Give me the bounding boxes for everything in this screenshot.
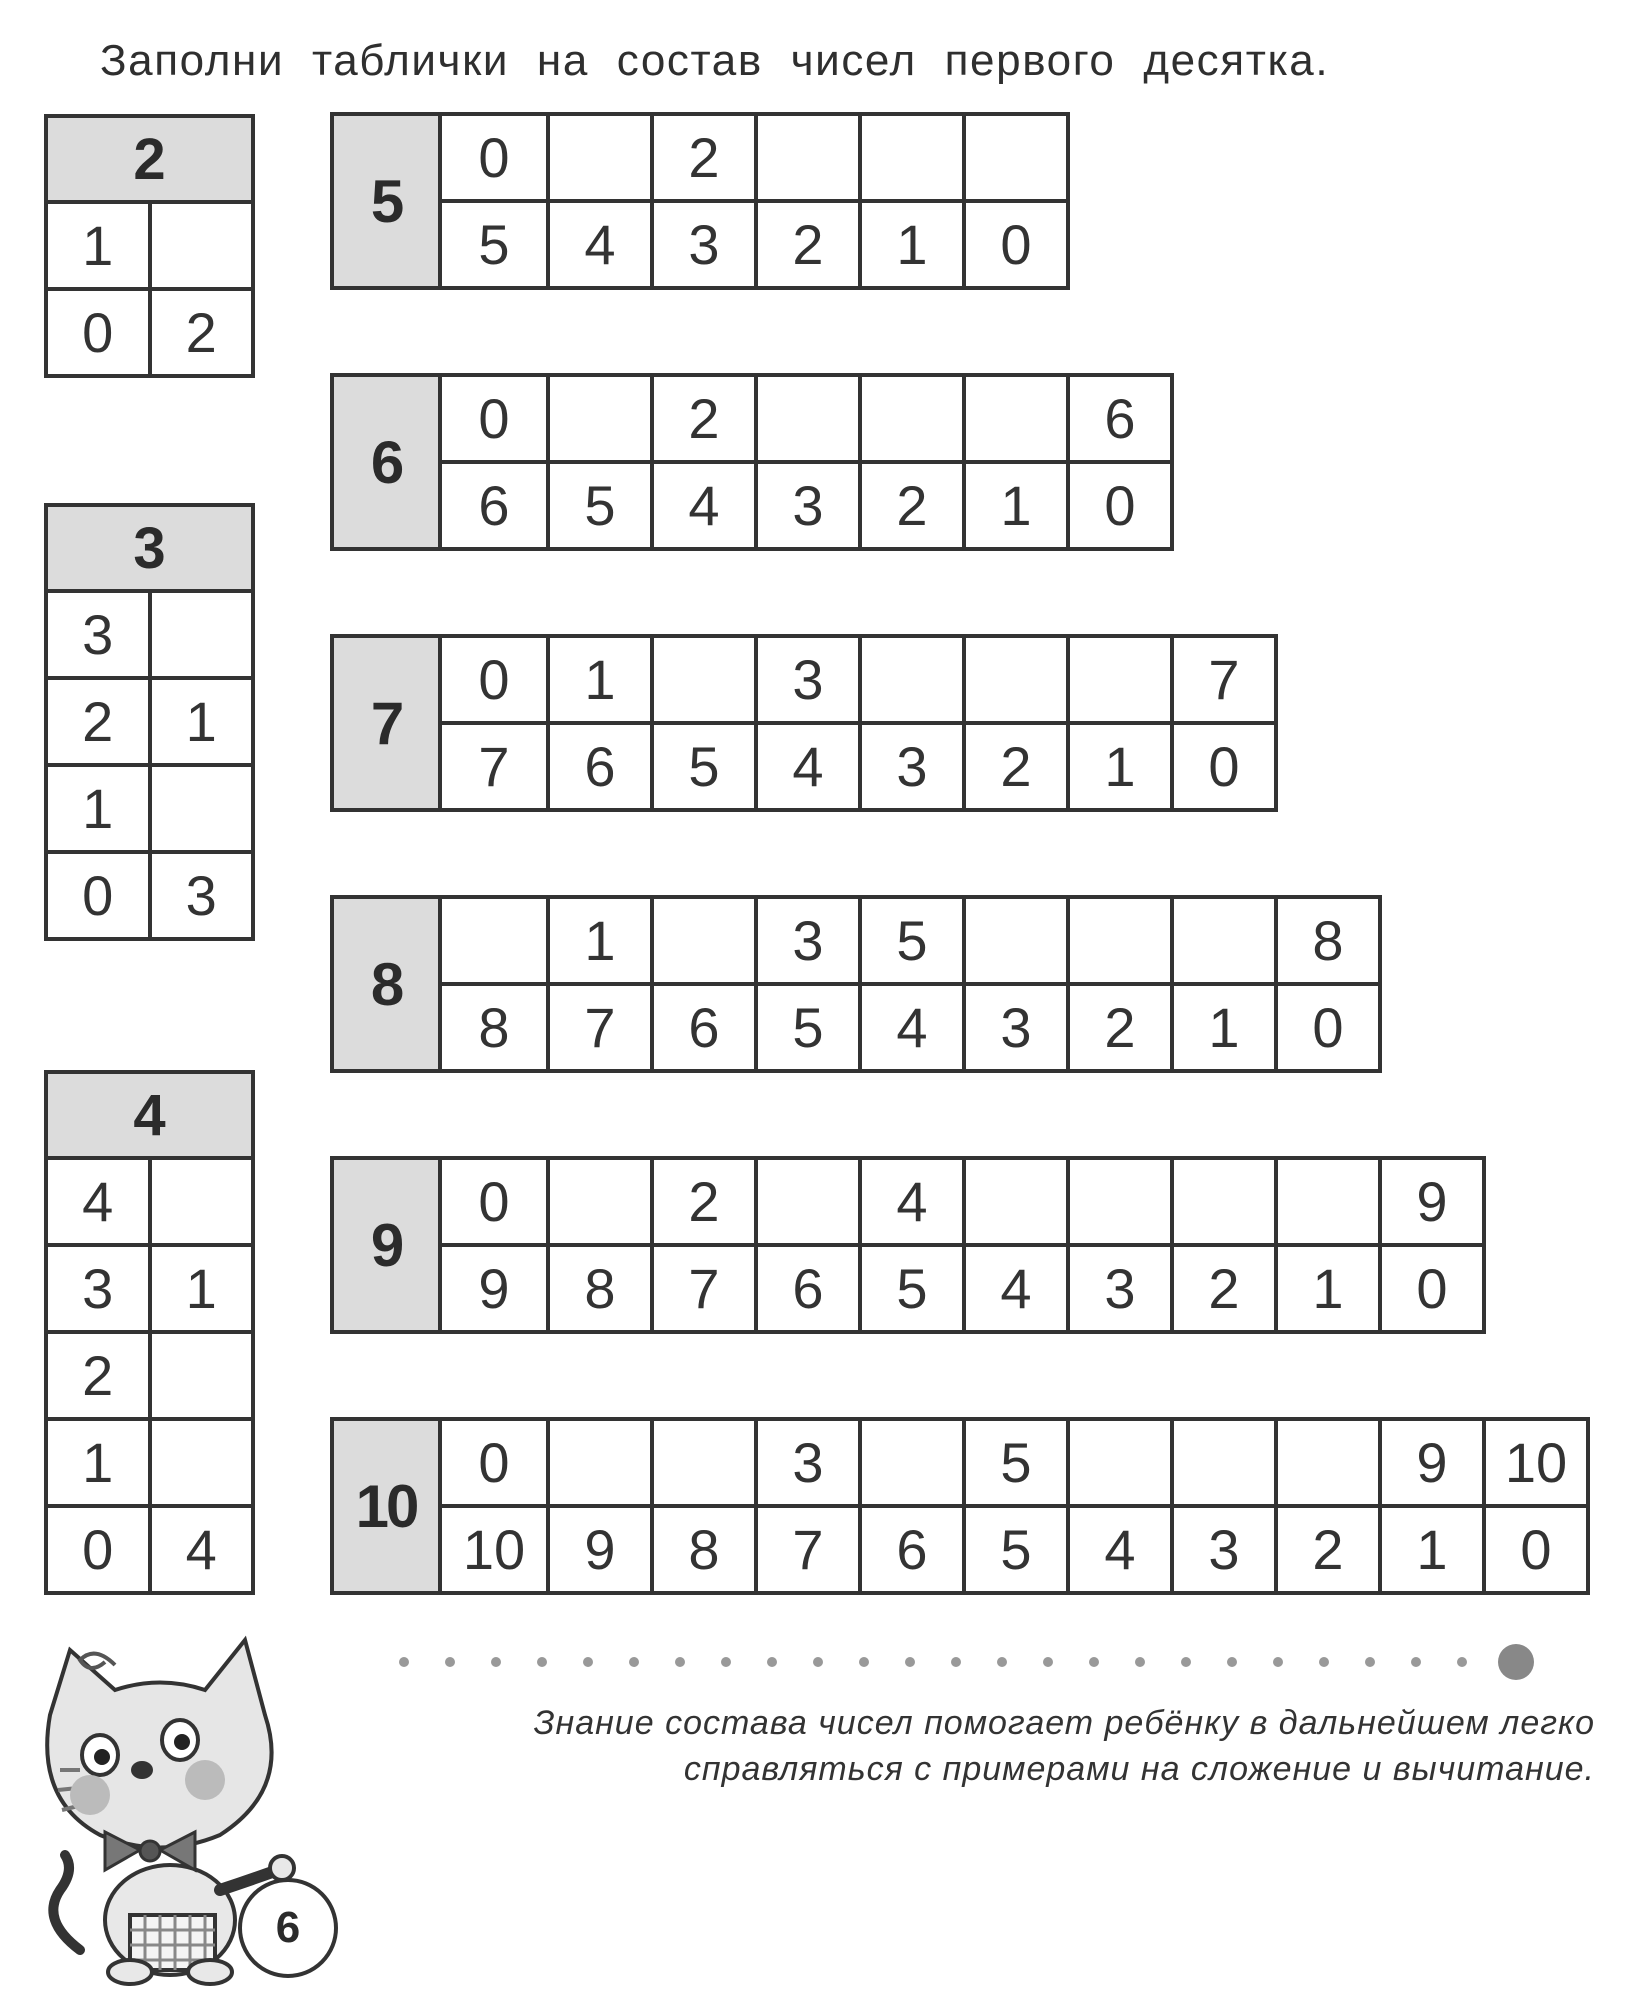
number-cell: 7 [650,1247,754,1330]
number-cell: 5 [754,986,858,1069]
number-cell: 0 [478,126,510,189]
table-row [48,763,251,850]
number-cell: 3 [1066,1247,1170,1330]
number-cell: 5 [858,899,962,982]
blank-answer-cell[interactable] [442,899,546,982]
blank-answer-cell[interactable] [546,377,650,460]
table-row [48,1160,251,1243]
table-row [48,204,251,287]
table-row-bottom [442,1504,1586,1591]
number-cell: 2 [1170,1247,1274,1330]
number-cell: 0 [478,1170,510,1233]
parent-note: Знание состава чисел помогает ребёнку в дальнейшем легко справляться с примерами на сложение и вычитание. [533,1704,1595,1788]
number-cell: 0 [1274,986,1378,1069]
blank-answer-cell[interactable] [1170,1160,1274,1243]
number-cell: 5 [858,1247,962,1330]
page-title: Заполни таблички на состав чисел первого десятка. [100,36,1330,85]
number-cell: 3 [858,725,962,808]
number-cell: 7 [546,986,650,1069]
number-cell: 8 [1274,899,1378,982]
blank-answer-cell[interactable] [650,1421,754,1504]
blank-answer-cell[interactable] [962,377,1066,460]
number-cell: 1 [962,464,1066,547]
page-number: 6 [238,1878,338,1978]
number-cell: 3 [82,603,114,666]
number-cell: 9 [546,1508,650,1591]
number-cell: 0 [478,1431,510,1494]
table-number-header: 4 [48,1074,251,1160]
number-cell: 1 [148,1247,252,1330]
number-cell: 1 [1170,986,1274,1069]
number-cell: 9 [478,1257,510,1320]
composition-table-vertical [44,503,255,941]
table-row-top [442,1160,1482,1243]
number-cell: 5 [478,213,510,276]
blank-answer-cell[interactable] [1170,899,1274,982]
number-cell: 4 [858,1160,962,1243]
number-cell: 10 [462,1518,526,1581]
blank-answer-cell[interactable] [858,377,962,460]
number-cell: 2 [650,1160,754,1243]
table-row [48,593,251,676]
blank-answer-cell[interactable] [858,116,962,199]
table-number-header: 9 [334,1160,442,1330]
blank-answer-cell[interactable] [1170,1421,1274,1504]
blank-answer-cell[interactable] [962,899,1066,982]
number-cell: 8 [650,1508,754,1591]
composition-table-horizontal [330,1417,1590,1595]
blank-answer-cell[interactable] [148,593,252,676]
blank-answer-cell[interactable] [546,1160,650,1243]
blank-answer-cell[interactable] [148,1160,252,1243]
blank-answer-cell[interactable] [1066,899,1170,982]
number-cell: 8 [546,1247,650,1330]
table-number-header: 6 [334,377,442,547]
number-cell: 7 [754,1508,858,1591]
blank-answer-cell[interactable] [148,1334,252,1417]
number-cell: 3 [754,638,858,721]
number-cell: 7 [1170,638,1274,721]
table-number-header: 5 [334,116,442,286]
blank-answer-cell[interactable] [858,638,962,721]
number-cell: 1 [1066,725,1170,808]
number-cell: 3 [82,1257,114,1320]
number-cell: 3 [650,203,754,286]
dotted-divider [398,1642,1538,1682]
number-cell: 5 [962,1508,1066,1591]
number-cell: 3 [962,986,1066,1069]
number-cell: 5 [650,725,754,808]
blank-answer-cell[interactable] [650,899,754,982]
table-row-bottom [442,199,1066,286]
blank-answer-cell[interactable] [754,116,858,199]
number-cell: 10 [1482,1421,1586,1504]
table-number-header: 2 [48,118,251,204]
blank-answer-cell[interactable] [148,1421,252,1504]
number-cell: 0 [962,203,1066,286]
number-cell: 2 [1066,986,1170,1069]
number-cell: 0 [1066,464,1170,547]
number-cell: 2 [962,725,1066,808]
number-cell: 1 [82,214,114,277]
table-row-top [442,1421,1586,1504]
number-cell: 6 [650,986,754,1069]
blank-answer-cell[interactable] [962,116,1066,199]
composition-table-horizontal [330,112,1070,290]
number-cell: 6 [1066,377,1170,460]
number-cell: 0 [82,864,114,927]
table-row-bottom [442,1243,1482,1330]
number-cell: 0 [1482,1508,1586,1591]
table-number-header: 7 [334,638,442,808]
number-cell: 2 [1274,1508,1378,1591]
composition-table-horizontal [330,634,1278,812]
number-cell: 6 [546,725,650,808]
number-cell: 2 [148,291,252,374]
number-cell: 0 [82,301,114,364]
number-cell: 0 [1378,1247,1482,1330]
number-cell: 4 [650,464,754,547]
number-cell: 2 [82,690,114,753]
number-cell: 1 [82,1431,114,1494]
blank-answer-cell[interactable] [962,638,1066,721]
table-row-top [442,116,1066,199]
number-cell: 3 [754,464,858,547]
blank-answer-cell[interactable] [754,377,858,460]
blank-answer-cell[interactable] [1274,1160,1378,1243]
number-cell: 4 [546,203,650,286]
table-row-top [442,899,1378,982]
number-cell: 0 [82,1518,114,1581]
table-row-top [442,377,1170,460]
number-cell: 4 [858,986,962,1069]
blank-answer-cell[interactable] [546,1421,650,1504]
number-cell: 1 [82,777,114,840]
blank-answer-cell[interactable] [754,1160,858,1243]
table-row [48,1504,251,1591]
composition-table-vertical [44,114,255,378]
blank-answer-cell[interactable] [1274,1421,1378,1504]
number-cell: 0 [478,387,510,450]
table-row [48,1243,251,1330]
composition-table-vertical [44,1070,255,1595]
number-cell: 6 [754,1247,858,1330]
table-row-bottom [442,982,1378,1069]
number-cell: 1 [1274,1247,1378,1330]
blank-answer-cell[interactable] [148,767,252,850]
composition-table-horizontal [330,895,1382,1073]
number-cell: 4 [962,1247,1066,1330]
blank-answer-cell[interactable] [858,1421,962,1504]
number-cell: 5 [546,464,650,547]
table-number-header: 3 [48,507,251,593]
number-cell: 2 [650,116,754,199]
number-cell: 7 [478,735,510,798]
number-cell: 9 [1378,1160,1482,1243]
number-cell: 3 [754,1421,858,1504]
number-cell: 0 [478,648,510,711]
number-cell: 6 [858,1508,962,1591]
number-cell: 5 [962,1421,1066,1504]
number-cell: 4 [148,1508,252,1591]
number-cell: 8 [478,996,510,1059]
table-number-header: 8 [334,899,442,1069]
number-cell: 1 [546,638,650,721]
number-cell: 1 [148,680,252,763]
number-cell: 4 [1066,1508,1170,1591]
blank-answer-cell[interactable] [546,116,650,199]
blank-answer-cell[interactable] [962,1160,1066,1243]
table-row [48,676,251,763]
table-number-header: 10 [334,1421,442,1591]
number-cell: 2 [82,1344,114,1407]
blank-answer-cell[interactable] [148,204,252,287]
number-cell: 2 [650,377,754,460]
blank-answer-cell[interactable] [1066,1160,1170,1243]
blank-answer-cell[interactable] [650,638,754,721]
composition-table-horizontal [330,1156,1486,1334]
table-row [48,850,251,937]
table-row-bottom [442,721,1274,808]
number-cell: 3 [148,854,252,937]
number-cell: 3 [754,899,858,982]
number-cell: 3 [1170,1508,1274,1591]
blank-answer-cell[interactable] [1066,638,1170,721]
number-cell: 2 [754,203,858,286]
table-row [48,1330,251,1417]
number-cell: 4 [82,1170,114,1233]
number-cell: 1 [546,899,650,982]
number-cell: 6 [478,474,510,537]
table-row-top [442,638,1274,721]
number-cell: 9 [1378,1421,1482,1504]
number-cell: 1 [858,203,962,286]
table-row-bottom [442,460,1170,547]
number-cell: 4 [754,725,858,808]
blank-answer-cell[interactable] [1066,1421,1170,1504]
composition-table-horizontal [330,373,1174,551]
number-cell: 1 [1378,1508,1482,1591]
number-cell: 2 [858,464,962,547]
number-cell: 0 [1170,725,1274,808]
table-row [48,1417,251,1504]
table-row [48,287,251,374]
